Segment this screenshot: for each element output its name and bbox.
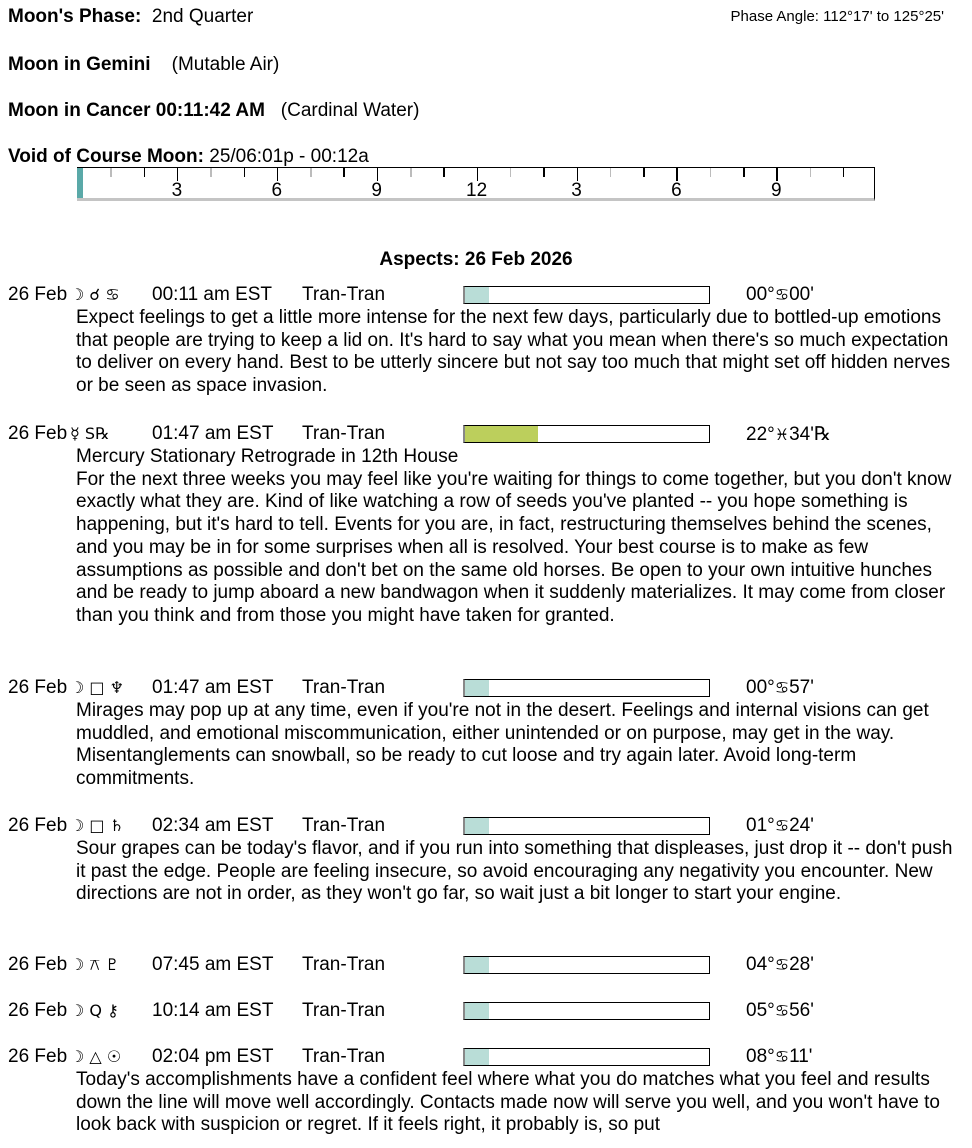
- aspect-time: 02:04 pm EST: [152, 1046, 274, 1067]
- aspect-type: Tran-Tran: [302, 677, 386, 698]
- timeline-tick: [510, 168, 512, 177]
- aspect-glyphs-icon: ☽ □ ♄: [70, 816, 124, 835]
- timeline-tick: [710, 168, 712, 177]
- voc-value: 25/06:01p - 00:12a: [209, 146, 369, 167]
- aspect-date: 26 Feb: [8, 1000, 68, 1021]
- moon-sign-element: (Mutable Air): [171, 54, 280, 75]
- aspect-type: Tran-Tran: [302, 423, 386, 444]
- position-degree: 05°: [746, 1000, 775, 1021]
- moon-phase-label: Moon's Phase:: [8, 6, 142, 27]
- aspect-date: 26 Feb: [8, 1046, 68, 1067]
- aspect-strength-fill: [465, 957, 489, 973]
- timeline-tick: [543, 168, 545, 177]
- timeline-tick: [310, 168, 312, 177]
- timeline-tick: [343, 168, 345, 177]
- timeline-tick: [610, 168, 612, 177]
- void-of-course-timeline: [77, 167, 875, 201]
- aspects-title: Aspects: 26 Feb 2026: [379, 249, 573, 270]
- aspect-date: 26 Feb: [8, 954, 68, 975]
- aspect-position: [746, 1046, 812, 1068]
- aspect-time: 01:47 am EST: [152, 423, 274, 444]
- moon-ingress-label: Moon in Cancer 00:11:42 AM: [8, 100, 265, 121]
- timeline-tick: [244, 168, 246, 177]
- moon-phase-value: 2nd Quarter: [151, 6, 254, 27]
- timeline-hour-label: 3: [171, 180, 183, 201]
- aspect-description: [76, 446, 956, 628]
- aspect-description-text: Sour grapes can be today's flavor, and if you run into something that displeases, just drop it -- don't push it past the edge. People are feeling insecure, so avoid encouraging any negativity you encounter. New directions are not in order, as they won't go far, so wait just a bit longer to start your engine.: [76, 838, 953, 905]
- moon-phase-line: [8, 6, 253, 28]
- aspect-row: [8, 677, 385, 699]
- aspect-description-text: For the next three weeks you may feel like you're waiting for things to come together, but you don't know exactly what they are. Kind of like watching a row of seeds you've planted -- you hope something is happening, but it's hard to tell. Events for you are, in fact, restructuring themselves behind the scenes, and you may be in for some surprises when all is resolved. Your best course is to make as few assumptions as possible and don't bet on the same old horses. Be open to your own intuitive hunches and be ready to jump aboard a new bandwagon when it suddenly materializes. It may come from closer than you think and from those you might have taken for granted.: [76, 468, 952, 626]
- aspect-strength-bar: [463, 679, 710, 697]
- timeline-tick: [643, 168, 645, 177]
- position-minutes: 56': [789, 1000, 814, 1021]
- aspect-type: Tran-Tran: [302, 1000, 386, 1021]
- aspect-description-text: Expect feelings to get a little more intense for the next few days, particularly due to bottled-up emotions that people are trying to keep a lid on. It's hard to say what you mean when there's so much expectation to deliver on every hand. Best to be utterly sincere but not say too much that might set off hidden nerves or be seen as space invasion.: [76, 307, 951, 397]
- timeline-tick: [743, 168, 745, 177]
- timeline-hour-label: 9: [371, 180, 382, 201]
- position-degree: 01°: [746, 815, 775, 836]
- aspect-time: 01:47 am EST: [152, 677, 274, 698]
- aspect-strength-fill: [465, 680, 489, 696]
- position-degree: 00°: [746, 284, 775, 305]
- aspect-position: [746, 954, 814, 976]
- aspect-glyphs-icon: ☿ S℞: [70, 424, 110, 443]
- moon-ingress-line: [8, 100, 419, 122]
- aspect-position: [746, 815, 814, 837]
- aspect-date: 26 Feb: [8, 677, 68, 698]
- position-minutes: 57': [789, 677, 814, 698]
- voc-label: Void of Course Moon:: [8, 146, 204, 167]
- zodiac-sign-icon: ♓: [774, 425, 790, 444]
- aspect-strength-fill: [465, 287, 489, 303]
- position-minutes: 24': [789, 815, 814, 836]
- aspect-strength-fill: [465, 426, 538, 442]
- position-minutes: 11': [789, 1046, 813, 1067]
- aspect-row: [8, 815, 385, 837]
- timeline-hour-label: 3: [571, 180, 582, 201]
- aspect-type: Tran-Tran: [302, 954, 386, 975]
- timeline-tick: [210, 168, 212, 177]
- zodiac-sign-icon: ♋: [774, 285, 790, 304]
- aspect-date: 26 Feb: [8, 423, 68, 444]
- aspect-description: [76, 838, 956, 906]
- aspect-strength-bar: [463, 956, 710, 974]
- aspect-glyphs-icon: ☽ □ ♆: [70, 678, 124, 697]
- timeline-tick: [810, 168, 812, 177]
- timeline-tick: [843, 168, 845, 177]
- zodiac-sign-icon: ♋: [774, 1001, 790, 1020]
- timeline-hour-label: 12: [466, 180, 488, 201]
- timeline-tick: [443, 168, 445, 177]
- aspect-position: [746, 677, 814, 699]
- zodiac-sign-icon: ♋: [774, 955, 790, 974]
- zodiac-sign-icon: ♋: [774, 816, 790, 835]
- position-minutes: 28': [789, 954, 814, 975]
- aspect-description-text: Today's accomplishments have a confident feel where what you do matches what you feel and results down the line will move well accordingly. Contacts made now will serve you well, and you won't have to look back with suspicion or regret. If it feels right, it probably is, so put: [76, 1069, 940, 1136]
- position-minutes: 34'℞: [789, 424, 831, 445]
- aspect-date: 26 Feb: [8, 815, 68, 836]
- zodiac-sign-icon: ♋: [774, 1047, 790, 1066]
- aspect-date: 26 Feb: [8, 284, 68, 305]
- aspect-type: Tran-Tran: [302, 815, 386, 836]
- aspect-strength-fill: [465, 1003, 489, 1019]
- aspect-time: 02:34 am EST: [152, 815, 274, 836]
- aspect-strength-bar: [463, 1002, 710, 1020]
- aspect-row: [8, 284, 385, 306]
- aspect-position: [746, 1000, 814, 1022]
- aspect-row: [8, 954, 385, 976]
- aspect-description-title: Mercury Stationary Retrograde in 12th House: [76, 446, 459, 467]
- position-degree: 22°: [746, 424, 775, 445]
- phase-angle: Phase Angle: 112°17' to 125°25': [730, 8, 944, 25]
- position-degree: 00°: [746, 677, 775, 698]
- moon-sign-line: [8, 54, 279, 76]
- timeline-tick: [110, 168, 112, 177]
- aspect-glyphs-icon: ☽ ☌ ♋: [70, 285, 120, 304]
- timeline-tick: [410, 168, 412, 177]
- aspect-row: [8, 1000, 385, 1022]
- timeline-tick: [144, 168, 146, 177]
- zodiac-sign-icon: ♋: [774, 678, 790, 697]
- position-minutes: 00': [789, 284, 814, 305]
- aspect-row: [8, 423, 385, 445]
- aspect-row: [8, 1046, 385, 1068]
- timeline-hour-label: 6: [671, 180, 682, 201]
- aspect-strength-bar: [463, 286, 710, 304]
- aspect-strength-fill: [465, 818, 489, 834]
- aspect-description: [76, 307, 956, 398]
- aspect-glyphs-icon: ☽ △ ☉: [70, 1047, 122, 1066]
- moon-sign-label: Moon in Gemini: [8, 54, 151, 75]
- aspect-strength-bar: [463, 817, 710, 835]
- aspect-description-text: Mirages may pop up at any time, even if you're not in the desert. Feelings and internal visions can get muddled, and emotional miscommunication, either unintended or on purpose, may get in the way. Misentanglements can snowball, so be ready to cut loose and try again later. Avoid long-term commitments.: [76, 700, 929, 790]
- aspect-position: [746, 284, 814, 306]
- aspect-type: Tran-Tran: [302, 1046, 386, 1067]
- aspect-strength-bar: [463, 1048, 710, 1066]
- aspect-time: 07:45 am EST: [152, 954, 274, 975]
- aspect-position: [746, 423, 831, 446]
- aspect-description: [76, 1069, 956, 1137]
- aspect-type: Tran-Tran: [302, 284, 386, 305]
- aspect-time: 10:14 am EST: [152, 1000, 274, 1021]
- aspect-description: [76, 700, 956, 791]
- voc-marker: [77, 168, 83, 198]
- aspect-glyphs-icon: ☽ Q ⚷: [70, 1001, 119, 1020]
- moon-ingress-element: (Cardinal Water): [280, 100, 420, 121]
- aspect-strength-fill: [465, 1049, 489, 1065]
- aspect-glyphs-icon: ☽ ⚻ ♇: [70, 955, 120, 974]
- timeline-hour-label: 6: [271, 180, 283, 201]
- position-degree: 08°: [746, 1046, 775, 1067]
- position-degree: 04°: [746, 954, 775, 975]
- timeline-hour-label: 9: [771, 180, 782, 201]
- aspect-time: 00:11 am EST: [152, 284, 273, 305]
- aspect-strength-bar: [463, 425, 710, 443]
- void-of-course-line: [8, 146, 369, 168]
